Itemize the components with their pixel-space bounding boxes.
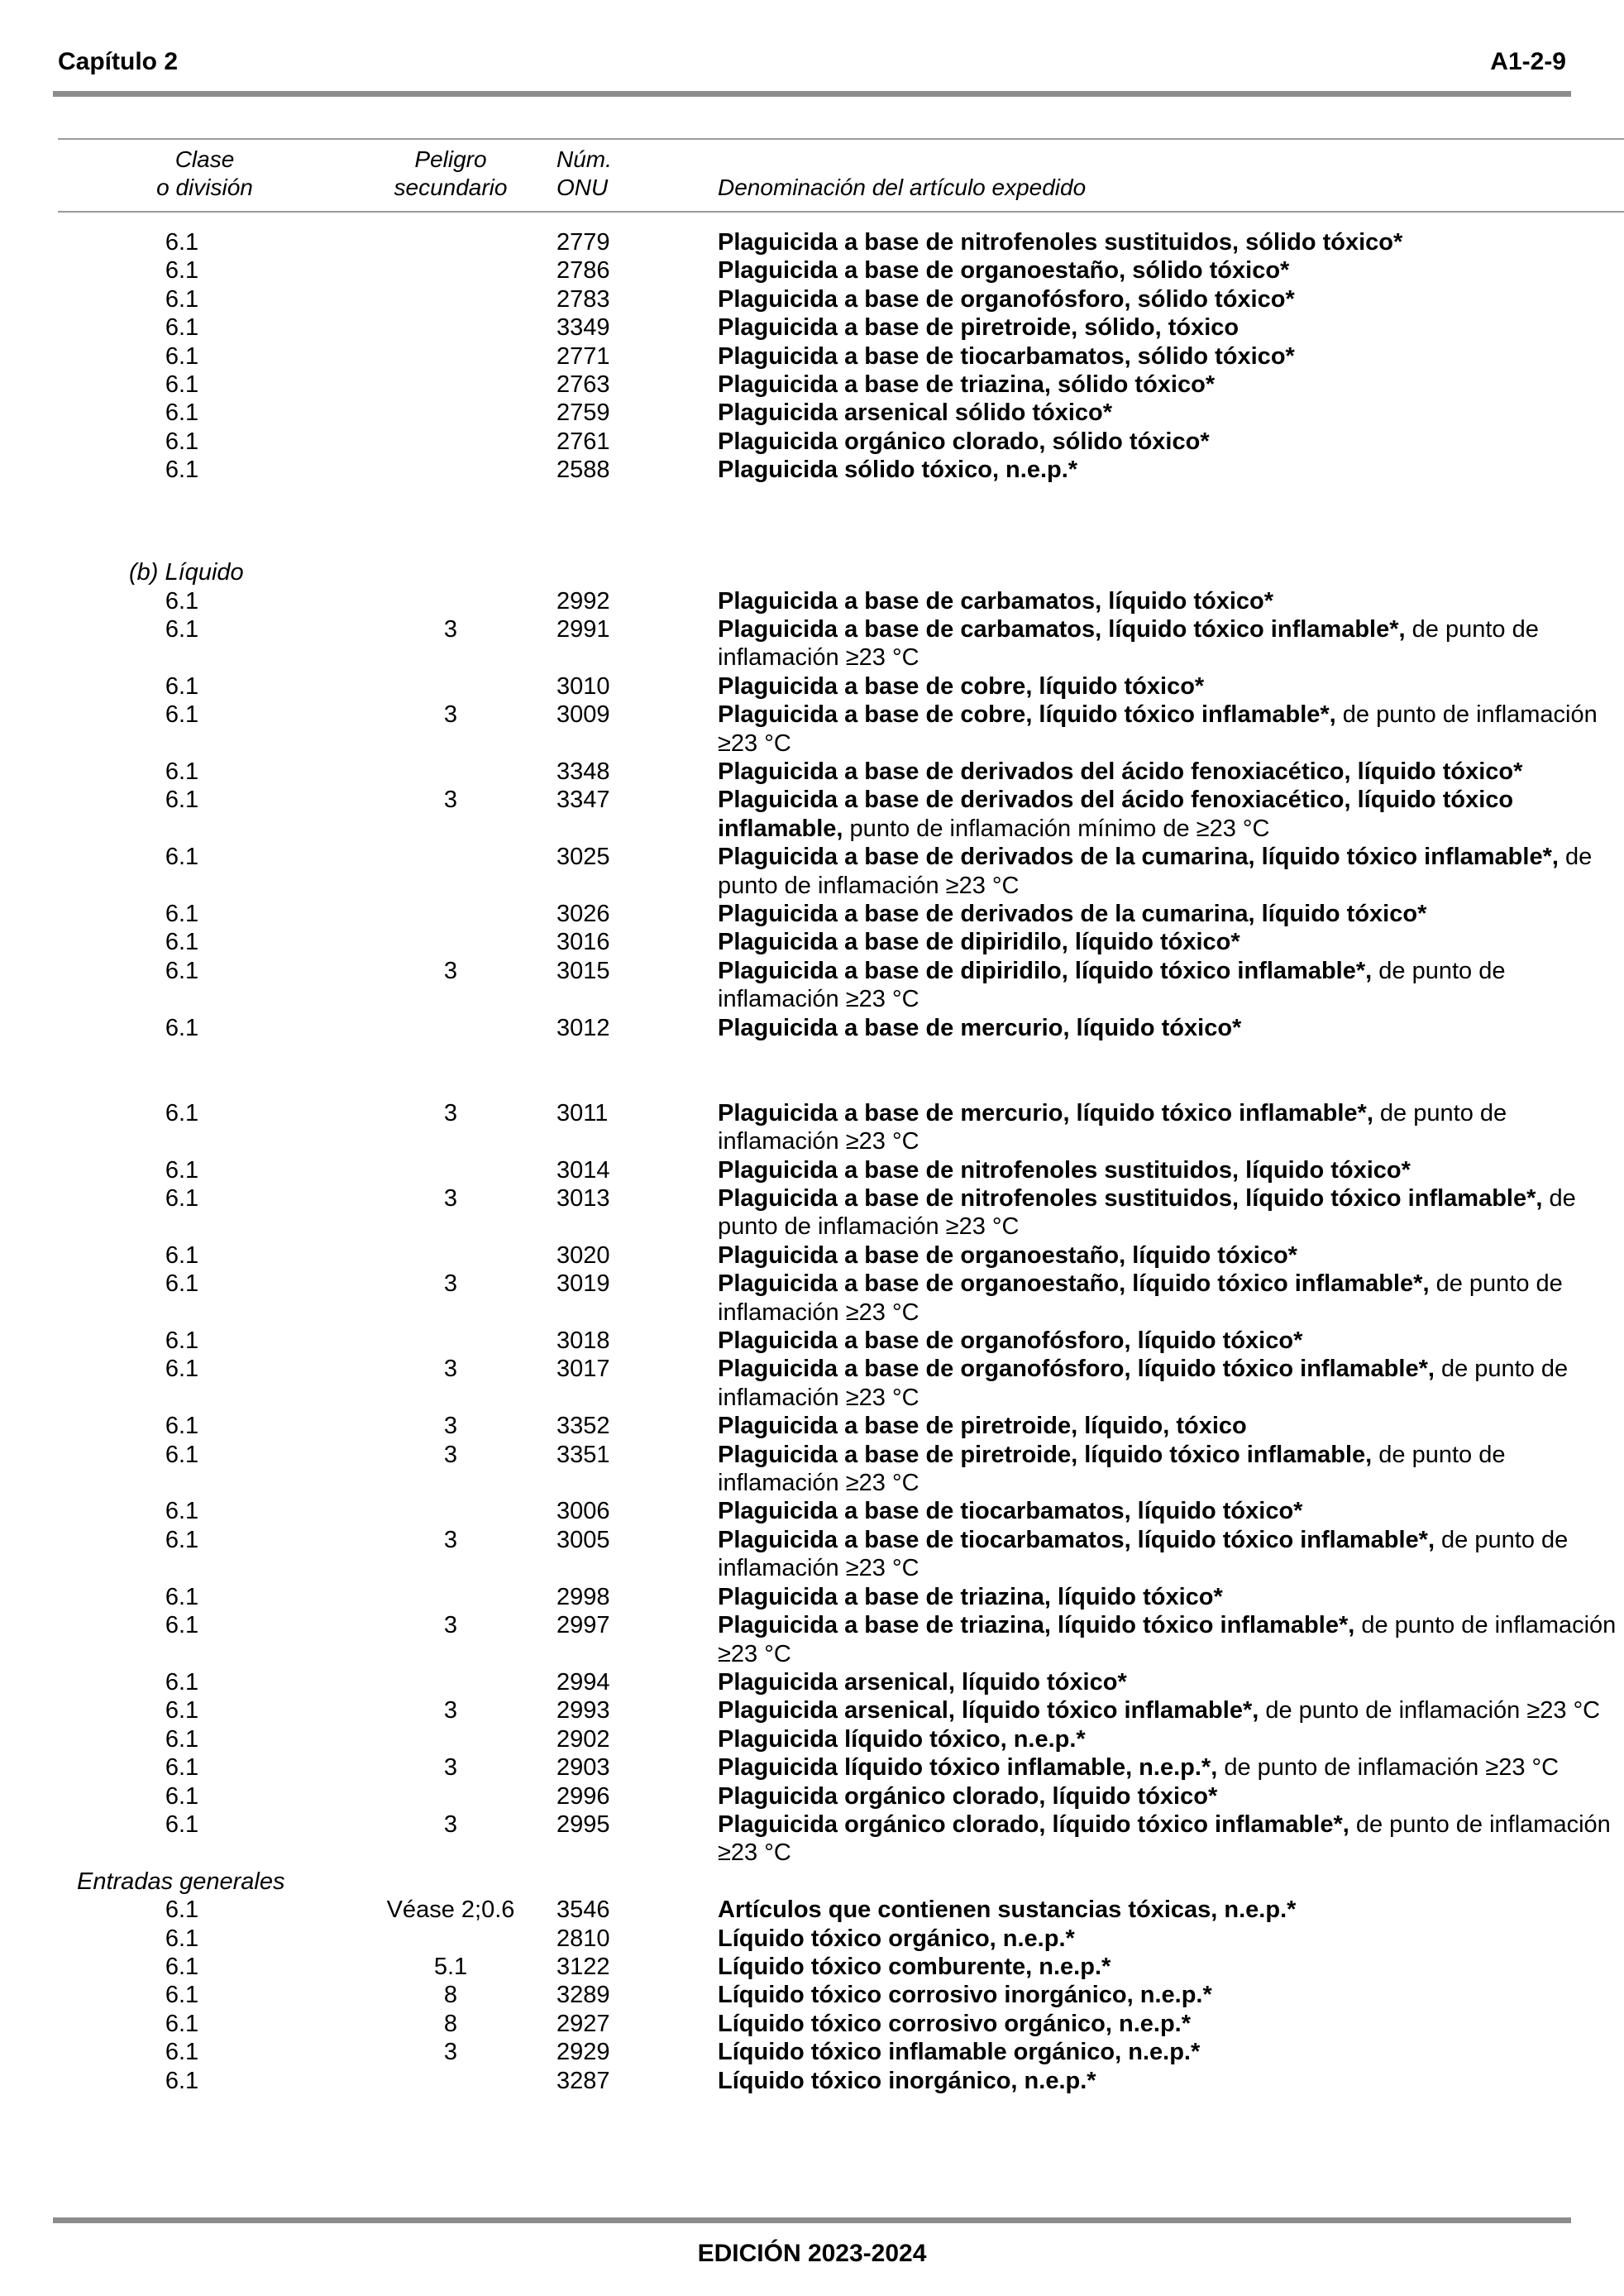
class-cell: 6.1 <box>165 1526 199 1553</box>
secondary-hazard-cell: 3 <box>443 1356 458 1383</box>
secondary-hazard-cell: 3 <box>443 701 458 729</box>
un-number-cell: 3019 <box>556 1270 610 1298</box>
table-row <box>0 786 1624 843</box>
table-row <box>0 1156 1624 1184</box>
class-cell: 6.1 <box>165 1270 199 1298</box>
un-number-cell: 3025 <box>556 844 610 871</box>
shipping-name-cell <box>718 2067 1624 2095</box>
class-cell: 6.1 <box>165 1754 199 1782</box>
class-cell: 6.1 <box>165 399 199 427</box>
un-number-cell: 3012 <box>556 1014 610 1041</box>
column-header-shipping-name: Denominación del artículo expedido <box>718 175 1087 200</box>
class-cell: 6.1 <box>165 587 199 615</box>
class-cell: 6.1 <box>165 2039 199 2066</box>
shipping-name-cell <box>718 285 1624 313</box>
shipping-name-note: de punto de inflamación ≥23 °C <box>718 844 1593 899</box>
un-number-cell: 2929 <box>556 2039 610 2066</box>
un-number-cell: 3009 <box>556 701 610 729</box>
column-header-class: Clase o división <box>156 146 253 200</box>
table-row <box>0 843 1624 900</box>
un-number-cell: 2927 <box>556 2010 610 2037</box>
footer-rule <box>53 2217 1571 2223</box>
section-heading: (b) Líquido <box>129 559 244 586</box>
table-row <box>0 1696 1624 1724</box>
class-cell: 6.1 <box>165 257 199 285</box>
header-rule <box>53 91 1571 97</box>
shipping-name-bold: Plaguicida a base de derivados del ácido fenoxiacético, líquido tóxico inflamable, <box>718 787 1514 842</box>
table-row <box>0 1441 1624 1498</box>
class-cell: 6.1 <box>165 758 199 785</box>
shipping-name-bold: Plaguicida a base de nitrofenoles sustituidos, sólido tóxico* <box>718 229 1403 256</box>
class-cell: 6.1 <box>165 1241 199 1269</box>
secondary-hazard-cell: 3 <box>443 1270 458 1298</box>
shipping-name-bold: Plaguicida a base de triazina, sólido tóxico* <box>718 371 1216 399</box>
shipping-name-note: de punto de inflamación ≥23 °C <box>1217 1754 1560 1782</box>
table-row <box>0 1953 1624 1981</box>
class-cell: 6.1 <box>165 1185 199 1213</box>
class-cell: 6.1 <box>165 457 199 484</box>
secondary-hazard-cell: 3 <box>443 615 458 643</box>
class-cell: 6.1 <box>165 1327 199 1355</box>
shipping-name-note: de punto de inflamación ≥23 °C <box>718 1099 1507 1155</box>
un-number-cell: 3017 <box>556 1356 610 1383</box>
shipping-name-bold: Plaguicida arsenical, líquido tóxico* <box>718 1668 1127 1696</box>
shipping-name-bold: Líquido tóxico inorgánico, n.e.p.* <box>718 2067 1096 2094</box>
shipping-name-bold: Plaguicida líquido tóxico inflamable, n.e.p.*, <box>718 1754 1218 1782</box>
shipping-name-cell <box>718 456 1624 484</box>
shipping-name-note: de punto de inflamación ≥23 °C <box>718 1270 1563 1326</box>
un-number-cell: 3352 <box>556 1413 610 1440</box>
shipping-name-bold: Plaguicida a base de piretroide, sólido, tóxico <box>718 314 1239 342</box>
shipping-name-cell <box>718 313 1624 342</box>
shipping-name-cell <box>718 1725 1624 1753</box>
shipping-name-cell <box>718 1925 1624 1953</box>
shipping-name-bold: Plaguicida orgánico clorado, sólido tóxico* <box>718 428 1210 455</box>
table-row <box>0 313 1624 342</box>
shipping-name-note: de punto de inflamación ≥23 °C <box>718 1612 1617 1667</box>
class-cell: 6.1 <box>165 371 199 399</box>
shipping-name-bold: Plaguicida orgánico clorado, líquido tóxico inflamable*, <box>718 1810 1349 1838</box>
shipping-name-bold: Plaguicida a base de triazina, líquido tóxico* <box>718 1583 1223 1610</box>
un-number-cell: 3287 <box>556 2067 610 2094</box>
shipping-name-bold: Plaguicida arsenical sólido tóxico* <box>718 399 1113 427</box>
shipping-name-bold: Plaguicida a base de triazina, líquido tóxico inflamable*, <box>718 1612 1355 1639</box>
table-row <box>0 228 1624 256</box>
table-row <box>0 1981 1624 2009</box>
table-row <box>0 1583 1624 1611</box>
class-cell: 6.1 <box>165 1612 199 1639</box>
class-cell: 6.1 <box>165 428 199 455</box>
un-number-cell: 3011 <box>556 1099 609 1126</box>
un-number-cell: 3013 <box>556 1185 610 1213</box>
shipping-name-bold: Plaguicida a base de piretroide, líquido, tóxico <box>718 1413 1247 1440</box>
shipping-name-cell <box>718 1099 1624 1156</box>
table-row <box>0 1497 1624 1525</box>
shipping-name-cell <box>718 615 1624 672</box>
page-number: A1-2-9 <box>1490 48 1566 75</box>
class-cell: 6.1 <box>165 1810 199 1838</box>
class-cell: 6.1 <box>165 1982 199 2009</box>
table-top-rule <box>58 138 1624 140</box>
shipping-name-note: de punto de inflamación ≥23 °C <box>718 1441 1506 1497</box>
shipping-name-bold: Líquido tóxico corrosivo orgánico, n.e.p.* <box>718 2010 1191 2037</box>
table-row <box>0 1241 1624 1270</box>
table-row <box>0 1526 1624 1583</box>
shipping-name-cell <box>718 1810 1624 1868</box>
shipping-name-cell <box>718 1184 1624 1241</box>
shipping-name-bold: Plaguicida a base de piretroide, líquido tóxico inflamable, <box>718 1441 1373 1468</box>
shipping-name-note: punto de inflamación mínimo de ≥23 °C <box>843 815 1270 842</box>
shipping-name-cell <box>718 1611 1624 1668</box>
un-number-cell: 3016 <box>556 929 610 956</box>
shipping-name-bold: Plaguicida a base de tiocarbamatos, líquido tóxico* <box>718 1498 1303 1525</box>
un-number-cell: 2995 <box>556 1810 610 1838</box>
un-number-cell: 2992 <box>556 587 610 615</box>
un-number-cell: 3015 <box>556 957 610 984</box>
shipping-name-bold: Plaguicida a base de derivados de la cumarina, líquido tóxico* <box>718 900 1427 927</box>
shipping-name-cell <box>718 428 1624 456</box>
class-cell: 6.1 <box>165 615 199 643</box>
secondary-hazard-cell: 3 <box>443 1697 458 1724</box>
shipping-name-note: de punto de inflamación ≥23 °C <box>1259 1697 1601 1724</box>
shipping-name-bold: Líquido tóxico orgánico, n.e.p.* <box>718 1925 1075 1952</box>
class-cell: 6.1 <box>165 1725 199 1753</box>
shipping-name-cell <box>718 900 1624 928</box>
un-number-cell: 3006 <box>556 1498 610 1525</box>
shipping-name-cell <box>718 1583 1624 1611</box>
shipping-name-cell <box>718 957 1624 1014</box>
shipping-name-bold: Plaguicida a base de mercurio, líquido tóxico inflamable*, <box>718 1099 1373 1126</box>
shipping-name-bold: Líquido tóxico corrosivo inorgánico, n.e.p.* <box>718 1982 1212 2009</box>
shipping-name-cell <box>718 1441 1624 1498</box>
class-cell: 6.1 <box>165 1782 199 1810</box>
un-number-cell: 2996 <box>556 1782 610 1810</box>
class-cell: 6.1 <box>165 1014 199 1041</box>
shipping-name-bold: Plaguicida a base de derivados de la cumarina, líquido tóxico inflamable*, <box>718 844 1559 871</box>
class-cell: 6.1 <box>165 1953 199 1980</box>
secondary-hazard-cell: 8 <box>443 2010 458 2037</box>
secondary-hazard-cell: 3 <box>443 1754 458 1782</box>
shipping-name-cell <box>718 1014 1624 1042</box>
shipping-name-cell <box>718 672 1624 701</box>
shipping-name-bold: Plaguicida a base de organofósforo, líquido tóxico inflamable*, <box>718 1356 1435 1383</box>
shipping-name-bold: Plaguicida a base de cobre, líquido tóxico inflamable*, <box>718 701 1336 729</box>
shipping-name-cell <box>718 758 1624 786</box>
shipping-name-note: de punto de inflamación ≥23 °C <box>718 957 1506 1013</box>
shipping-name-cell <box>718 843 1624 900</box>
un-number-cell: 2763 <box>556 371 610 399</box>
shipping-name-cell <box>718 399 1624 427</box>
shipping-name-cell <box>718 928 1624 956</box>
un-number-cell: 3348 <box>556 758 610 785</box>
un-number-cell: 3026 <box>556 900 610 927</box>
table-row <box>0 1270 1624 1327</box>
shipping-name-cell <box>718 1668 1624 1696</box>
un-number-cell: 2998 <box>556 1583 610 1610</box>
secondary-hazard-cell: 3 <box>443 1413 458 1440</box>
shipping-name-bold: Plaguicida a base de tiocarbamatos, sólido tóxico* <box>718 342 1295 370</box>
shipping-name-bold: Plaguicida a base de nitrofenoles sustituidos, líquido tóxico inflamable*, <box>718 1185 1543 1213</box>
un-number-cell: 2991 <box>556 615 610 643</box>
table-row <box>0 701 1624 758</box>
shipping-name-cell <box>718 1526 1624 1583</box>
un-number-cell: 2588 <box>556 457 610 484</box>
table-row <box>0 1668 1624 1696</box>
shipping-name-cell <box>718 1241 1624 1270</box>
un-number-cell: 2779 <box>556 229 610 256</box>
un-number-cell: 3020 <box>556 1241 610 1269</box>
un-number-cell: 2993 <box>556 1697 610 1724</box>
column-header-secondary-hazard: Peligro secundario <box>394 146 508 200</box>
table-row <box>0 285 1624 313</box>
table-row <box>0 456 1624 484</box>
un-number-cell: 3122 <box>556 1953 610 1980</box>
class-cell: 6.1 <box>165 787 199 814</box>
un-number-cell: 3014 <box>556 1156 610 1184</box>
un-number-cell: 2786 <box>556 257 610 285</box>
shipping-name-bold: Plaguicida a base de organofósforo, líquido tóxico* <box>718 1327 1303 1355</box>
section-heading: Entradas generales <box>77 1868 285 1895</box>
shipping-name-cell <box>718 256 1624 285</box>
un-number-cell: 3347 <box>556 787 610 814</box>
class-cell: 6.1 <box>165 900 199 927</box>
table-row <box>0 1355 1624 1412</box>
table-row <box>0 2038 1624 2066</box>
table-row <box>0 1611 1624 1668</box>
table-header-rule <box>58 211 1624 213</box>
class-cell: 6.1 <box>165 314 199 342</box>
table-row <box>0 399 1624 427</box>
table-row <box>0 1014 1624 1042</box>
shipping-name-cell <box>718 371 1624 399</box>
shipping-name-cell <box>718 587 1624 615</box>
shipping-name-bold: Plaguicida a base de tiocarbamatos, líquido tóxico inflamable*, <box>718 1526 1435 1553</box>
section-spacer <box>0 485 1624 558</box>
shipping-name-cell <box>718 1753 1624 1782</box>
secondary-hazard-cell: 3 <box>443 1612 458 1639</box>
secondary-hazard-cell: 3 <box>443 787 458 814</box>
shipping-name-bold: Plaguicida sólido tóxico, n.e.p.* <box>718 457 1078 484</box>
table-row <box>0 1925 1624 1953</box>
shipping-name-note: de punto de inflamación ≥23 °C <box>718 615 1539 672</box>
class-cell: 6.1 <box>165 844 199 871</box>
shipping-name-cell <box>718 1497 1624 1525</box>
shipping-name-cell <box>718 1896 1624 1924</box>
secondary-hazard-cell: 3 <box>443 1185 458 1213</box>
class-cell: 6.1 <box>165 229 199 256</box>
shipping-name-cell <box>718 1156 1624 1184</box>
shipping-name-cell <box>718 1953 1624 1981</box>
un-number-cell: 3349 <box>556 314 610 342</box>
table-row <box>0 1184 1624 1241</box>
un-number-cell: 3005 <box>556 1526 610 1553</box>
secondary-hazard-cell: 3 <box>443 1526 458 1553</box>
shipping-name-bold: Plaguicida orgánico clorado, líquido tóxico* <box>718 1782 1218 1810</box>
un-number-cell: 3546 <box>556 1897 610 1924</box>
un-number-cell: 2903 <box>556 1754 610 1782</box>
un-number-cell: 2997 <box>556 1612 610 1639</box>
table-row <box>0 342 1624 371</box>
shipping-name-cell <box>718 1355 1624 1412</box>
class-cell: 6.1 <box>165 929 199 956</box>
table-row <box>0 2067 1624 2095</box>
table-row <box>0 900 1624 928</box>
table-row <box>0 1412 1624 1440</box>
shipping-name-note: de punto de inflamación ≥23 °C <box>718 1185 1576 1241</box>
table-row <box>0 2010 1624 2038</box>
secondary-hazard-cell: 3 <box>443 2039 458 2066</box>
table-row <box>0 1782 1624 1810</box>
secondary-hazard-cell: 8 <box>443 1982 458 2009</box>
un-number-cell: 3351 <box>556 1441 610 1468</box>
chapter-title: Capítulo 2 <box>58 48 179 75</box>
shipping-name-note: de punto de inflamación ≥23 °C <box>718 1356 1569 1411</box>
class-cell: 6.1 <box>165 701 199 729</box>
class-cell: 6.1 <box>165 1441 199 1468</box>
un-number-cell: 3010 <box>556 672 610 700</box>
un-number-cell: 2761 <box>556 428 610 455</box>
un-number-cell: 2902 <box>556 1725 610 1753</box>
class-cell: 6.1 <box>165 957 199 984</box>
un-number-cell: 2810 <box>556 1925 610 1952</box>
un-number-cell: 3289 <box>556 1982 610 2009</box>
shipping-name-bold: Artículos que contienen sustancias tóxicas, n.e.p.* <box>718 1897 1297 1924</box>
shipping-name-bold: Plaguicida a base de carbamatos, líquido tóxico* <box>718 587 1274 615</box>
shipping-name-bold: Plaguicida a base de derivados del ácido fenoxiacético, líquido tóxico* <box>718 758 1523 785</box>
shipping-name-cell <box>718 1696 1624 1724</box>
table-row <box>0 256 1624 285</box>
un-number-cell: 3018 <box>556 1327 610 1355</box>
table-row <box>0 1753 1624 1782</box>
table-row <box>0 957 1624 1014</box>
secondary-hazard-cell: Véase 2;0.6 <box>386 1897 515 1924</box>
shipping-name-bold: Plaguicida líquido tóxico, n.e.p.* <box>718 1725 1086 1753</box>
dangerous-goods-table <box>0 228 1624 2095</box>
table-row <box>0 371 1624 399</box>
section-spacer <box>0 1042 1624 1099</box>
class-cell: 6.1 <box>165 2067 199 2094</box>
secondary-hazard-cell: 5.1 <box>433 1953 468 1980</box>
table-row <box>0 672 1624 701</box>
table-row <box>0 928 1624 956</box>
shipping-name-bold: Plaguicida a base de organoestaño, líquido tóxico* <box>718 1241 1297 1269</box>
table-row <box>0 1327 1624 1355</box>
table-row <box>0 758 1624 786</box>
class-cell: 6.1 <box>165 2010 199 2037</box>
class-cell: 6.1 <box>165 1156 199 1184</box>
class-cell: 6.1 <box>165 285 199 313</box>
class-cell: 6.1 <box>165 1668 199 1696</box>
shipping-name-cell <box>718 1981 1624 2009</box>
secondary-hazard-cell: 3 <box>443 1099 458 1126</box>
class-cell: 6.1 <box>165 1583 199 1610</box>
class-cell: 6.1 <box>165 672 199 700</box>
column-header-un-number: Núm. ONU <box>556 146 612 200</box>
table-row <box>0 1810 1624 1868</box>
shipping-name-cell <box>718 786 1624 843</box>
shipping-name-cell <box>718 228 1624 256</box>
table-row <box>0 1099 1624 1156</box>
shipping-name-bold: Plaguicida a base de organoestaño, sólido tóxico* <box>718 257 1290 285</box>
class-cell: 6.1 <box>165 1356 199 1383</box>
shipping-name-bold: Plaguicida a base de dipiridilo, líquido tóxico inflamable*, <box>718 957 1373 984</box>
secondary-hazard-cell: 3 <box>443 1810 458 1838</box>
table-row <box>0 428 1624 456</box>
secondary-hazard-cell: 3 <box>443 957 458 984</box>
class-cell: 6.1 <box>165 1099 199 1126</box>
shipping-name-bold: Plaguicida arsenical, líquido tóxico inflamable*, <box>718 1697 1259 1724</box>
class-cell: 6.1 <box>165 1925 199 1952</box>
class-cell: 6.1 <box>165 1697 199 1724</box>
shipping-name-bold: Plaguicida a base de mercurio, líquido tóxico* <box>718 1014 1242 1041</box>
un-number-cell: 2994 <box>556 1668 610 1696</box>
secondary-hazard-cell: 3 <box>443 1441 458 1468</box>
shipping-name-bold: Líquido tóxico comburente, n.e.p.* <box>718 1953 1111 1980</box>
shipping-name-cell <box>718 701 1624 758</box>
shipping-name-bold: Plaguicida a base de organofósforo, sólido tóxico* <box>718 285 1295 313</box>
table-row <box>0 615 1624 672</box>
edition-footer: EDICIÓN 2023-2024 <box>697 2240 927 2267</box>
class-cell: 6.1 <box>165 1498 199 1525</box>
shipping-name-bold: Plaguicida a base de nitrofenoles sustituidos, líquido tóxico* <box>718 1156 1411 1184</box>
shipping-name-cell <box>718 2038 1624 2066</box>
table-row <box>0 587 1624 615</box>
table-row <box>0 1725 1624 1753</box>
class-cell: 6.1 <box>165 1897 199 1924</box>
shipping-name-note: de punto de inflamación ≥23 °C <box>718 1526 1569 1582</box>
un-number-cell: 2783 <box>556 285 610 313</box>
shipping-name-cell <box>718 1412 1624 1440</box>
class-cell: 6.1 <box>165 342 199 370</box>
shipping-name-cell <box>718 342 1624 371</box>
shipping-name-bold: Plaguicida a base de cobre, líquido tóxico* <box>718 672 1205 700</box>
shipping-name-bold: Plaguicida a base de organoestaño, líquido tóxico inflamable*, <box>718 1270 1430 1298</box>
shipping-name-bold: Plaguicida a base de carbamatos, líquido tóxico inflamable*, <box>718 615 1406 643</box>
table-row <box>0 1896 1624 1924</box>
shipping-name-cell <box>718 2010 1624 2038</box>
un-number-cell: 2771 <box>556 342 610 370</box>
shipping-name-bold: Plaguicida a base de dipiridilo, líquido tóxico* <box>718 929 1240 956</box>
shipping-name-cell <box>718 1327 1624 1355</box>
shipping-name-cell <box>718 1782 1624 1810</box>
shipping-name-cell <box>718 1270 1624 1327</box>
class-cell: 6.1 <box>165 1413 199 1440</box>
un-number-cell: 2759 <box>556 399 610 427</box>
shipping-name-note: de punto de inflamación ≥23 °C <box>718 701 1598 757</box>
shipping-name-note: de punto de inflamación ≥23 °C <box>718 1810 1611 1867</box>
shipping-name-bold: Líquido tóxico inflamable orgánico, n.e.p.* <box>718 2039 1201 2066</box>
